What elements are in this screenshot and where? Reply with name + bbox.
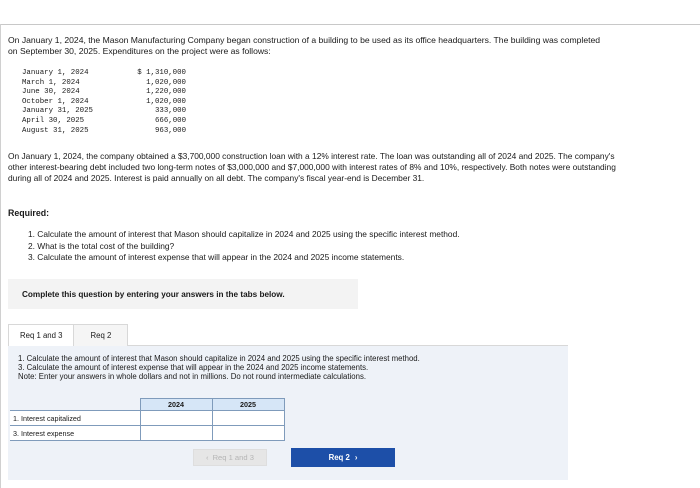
- panel-line: 1. Calculate the amount of interest that Mason should capitalize in 2024 and 2025 using the specific interest method.: [18, 354, 420, 363]
- chevron-left-icon: ‹: [206, 453, 209, 462]
- expenditures-table: [22, 69, 186, 136]
- interest-expense-2025-input[interactable]: [216, 427, 281, 440]
- expenditure-date: October 1, 2024: [22, 97, 89, 106]
- requirement-item: 3. Calculate the amount of interest expense that will appear in the 2024 and 2025 income statements.: [28, 252, 405, 262]
- expenditure-date: June 30, 2024: [22, 88, 80, 97]
- tab-req-1-and-3[interactable]: Req 1 and 3: [8, 324, 74, 346]
- prev-tab-button[interactable]: [193, 449, 267, 466]
- interest-capitalized-2024-input[interactable]: [144, 412, 209, 425]
- table-row: [22, 107, 186, 117]
- interest-capitalized-2025-input[interactable]: [216, 412, 281, 425]
- loan-description: On January 1, 2024, the company obtained a $3,700,000 construction loan with a 12% interest rate. The loan was outstanding all of 2024 and 2025. The company's other interest-bearing debt included two long-term notes of $3,000,000 and $7,000,000 with interest rates of 8% and 10%, respectively. Both notes were outstanding during all of 2024 and 2025. Interest is paid annually on all debt. The company's fiscal year-end is December 31.: [8, 151, 616, 183]
- table-row: [22, 127, 186, 137]
- expenditure-amount: 1,020,000: [146, 97, 186, 106]
- expenditure-amount: 963,000: [154, 126, 186, 135]
- expenditure-date: March 1, 2024: [22, 78, 80, 87]
- required-heading: Required:: [8, 208, 50, 218]
- row-label-interest-expense: 3. Interest expense: [10, 426, 140, 441]
- expenditure-amount: 1,020,000: [146, 78, 186, 87]
- expenditure-date: January 1, 2024: [22, 69, 89, 77]
- table-row: [22, 88, 186, 98]
- panel-line: 3. Calculate the amount of interest expense that will appear in the 2024 and 2025 income statements.: [18, 363, 369, 373]
- next-tab-button[interactable]: [291, 448, 395, 467]
- interest-expense-2024-input[interactable]: [144, 427, 209, 440]
- requirement-tabs: [8, 324, 568, 346]
- table-row: [10, 426, 284, 441]
- next-tab-label: Req 2: [328, 453, 350, 462]
- expenditure-amount: 333,000: [154, 107, 186, 116]
- answer-grid: [10, 398, 285, 441]
- instruction-text: Complete this question by entering your answers in the tabs below.: [22, 290, 285, 299]
- content-top-border: [0, 24, 700, 25]
- expenditure-date: January 31, 2025: [22, 107, 93, 116]
- table-row: [10, 411, 284, 426]
- table-row: [22, 79, 186, 89]
- requirement-item: 1. Calculate the amount of interest that Mason should capitalize in 2024 and 2025 using the specific interest method.: [28, 229, 460, 239]
- expenditure-amount: 666,000: [154, 116, 186, 125]
- expenditure-date: August 31, 2025: [22, 126, 89, 135]
- expenditure-amount: 1,220,000: [146, 88, 186, 97]
- row-label-interest-capitalized: 1. Interest capitalized: [10, 411, 140, 426]
- expenditure-date: April 30, 2025: [22, 116, 85, 125]
- panel-instructions: [18, 354, 558, 382]
- table-row: [22, 98, 186, 108]
- requirement-item: 2. What is the total cost of the building?: [28, 240, 175, 251]
- problem-intro: On January 1, 2024, the Mason Manufacturing Company began construction of a building to be used as its office headquarters. The building was completed on September 30, 2025. Expenditures on the project were as follows:: [8, 35, 601, 56]
- requirements-list: [28, 229, 588, 264]
- grid-header-2024: 2024: [140, 399, 212, 411]
- chevron-right-icon: ›: [354, 453, 358, 462]
- content-left-border: [0, 24, 1, 488]
- prev-tab-label: Req 1 and 3: [212, 453, 254, 462]
- tab-req-2[interactable]: Req 2: [74, 324, 128, 346]
- expenditure-amount: $ 1,310,000: [137, 69, 186, 77]
- table-row: [22, 69, 186, 79]
- grid-header-2025: 2025: [212, 399, 284, 411]
- panel-note: Note: Enter your answers in whole dollars and not in millions. Do not round intermediate calculations.: [18, 372, 367, 382]
- grid-corner: [10, 399, 140, 411]
- table-row: [22, 117, 186, 127]
